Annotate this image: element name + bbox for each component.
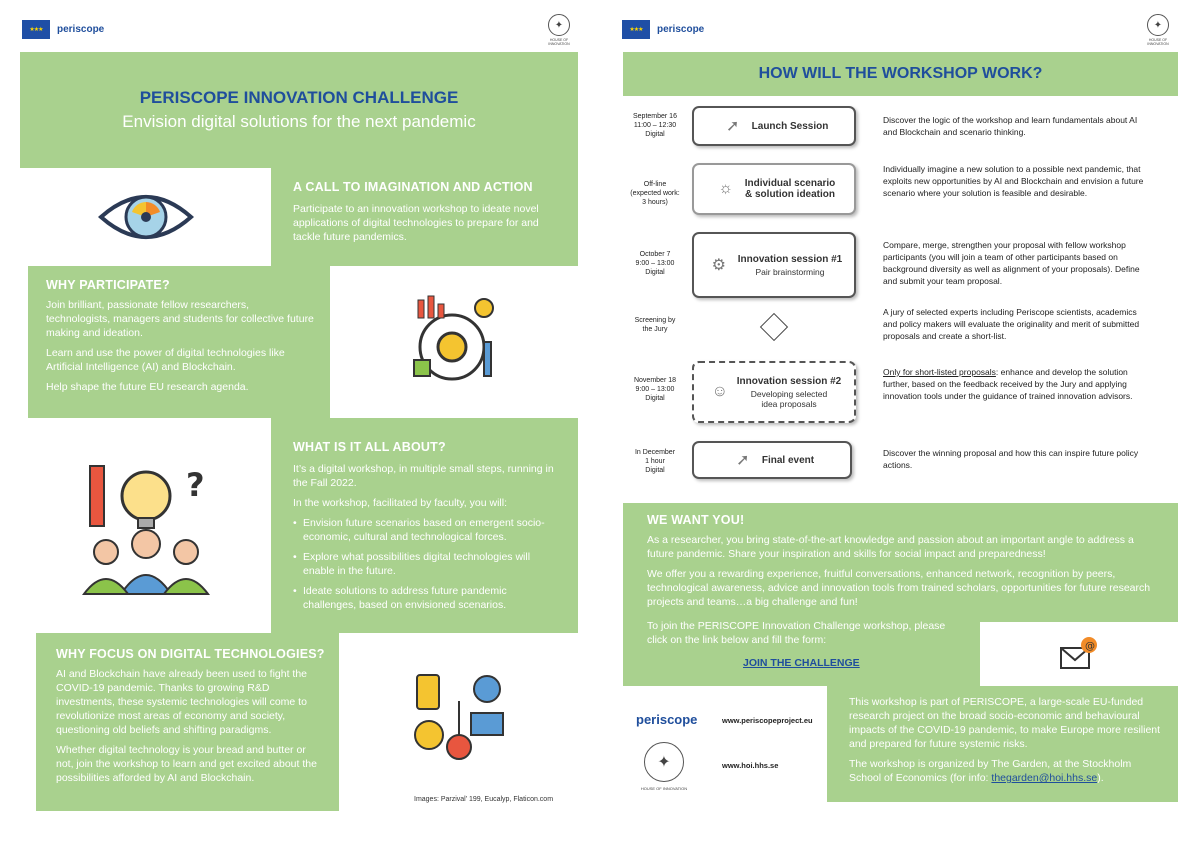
seal-label: HOUSE OF INNOVATION [1147, 38, 1169, 46]
what-title: WHAT IS IT ALL ABOUT? [293, 440, 446, 454]
want-p1: As a researcher, you bring state-of-the-art knowledge and passion about an important angle to address a future pandemic. Share your inspiration and skills for social impact and preparedness! [647, 534, 1134, 560]
step-4-desc: A jury of selected experts including Periscope scientists, academics and policy makers will evaluate the originality and merit of submitted proposals and create a short-list. [883, 307, 1140, 341]
call-title: A CALL TO IMAGINATION AND ACTION [293, 180, 533, 194]
call-section [271, 168, 578, 266]
step-5-desc [883, 366, 1153, 402]
head-idea-icon: ☺ [711, 383, 728, 400]
cursor-icon: ➚ [725, 118, 740, 135]
step-6-desc: Discover the winning proposal and how this can inspire future policy actions. [883, 448, 1139, 470]
lightbulb-icon: ☼ [718, 180, 734, 197]
university-seal-icon: ✦ [548, 14, 570, 36]
step-6-final-event [692, 441, 852, 479]
step-2-individual-ideation [692, 163, 856, 215]
call-text: Participate to an innovation workshop to ideate novel applications of digital technologies to prepare for and tackle future pandemics. [293, 203, 539, 243]
focus-section [36, 633, 339, 811]
title-banner [20, 52, 578, 168]
svg-text:?: ? [185, 465, 205, 504]
svg-text:@: @ [1085, 641, 1095, 652]
step-5-desc-underlined: Only for short-listed proposals [883, 367, 996, 377]
why-title: WHY PARTICIPATE? [46, 278, 170, 292]
hoi-label: HOUSE OF INNOVATION [640, 786, 688, 791]
step-5-innovation-session-2 [692, 361, 856, 423]
step-2-date: Off-line (expected work: 3 hours) [630, 181, 680, 206]
want-title: WE WANT YOU! [647, 513, 745, 527]
periscope-footer-logo: periscope [636, 712, 698, 727]
about-text [849, 695, 1164, 785]
gear-chart-image [330, 266, 578, 418]
focus-title: WHY FOCUS ON DIGITAL TECHNOLOGIES? [56, 647, 325, 661]
what-bullet-1: • Envision future scenarios based on emergent socio-economic, cultural and technological forces. [293, 516, 560, 544]
step-5-title: Innovation session #2 [736, 375, 842, 387]
what-p1: It’s a digital workshop, in multiple small steps, running in the Fall 2022. [293, 463, 554, 489]
why-p2: Learn and use the power of digital technologies like Artificial Intelligence (AI) and Blockchain. [46, 347, 285, 373]
about-p2-start: The workshop is organized by The Garden, at the Stockholm School of Economics (for info: [849, 758, 1132, 784]
step-2-desc: Individually imagine a new solution to a possible next pandemic, that exploits new opportunities by AI and Blockchain and envision a future scenario where your solution is feasible and desirable. [883, 164, 1144, 198]
workshop-banner [623, 52, 1178, 96]
what-p2: In the workshop, facilitated by faculty, you will: [293, 497, 507, 509]
about-p1: This workshop is part of PERISCOPE, a large-scale EU-funded research project on the broad socio-economic and behavioural impacts of the COVID-19 pandemic, to make Europe more resilient and prepared for future systemic risks. [849, 696, 1161, 750]
step-5-desc-rest: : enhance and develop the solution further, based on the feedback received by the Jury and applying innovation tools under the guidance of trained innovation advisors. [883, 367, 1133, 401]
gear-chart-icon [404, 292, 504, 392]
want-p2: We offer you a rewarding experience, fruitful conversations, enhanced network, recognition by peers, technological awareness, advice and innovation tools from trained scholars, opportunities for future research projects and teams…a big challenge and fun! [647, 568, 1151, 608]
image-credits: Images: Parzival’ 199, Eucalyp, Flaticon.com [414, 796, 554, 803]
eu-flag-icon: ★★★ [622, 20, 650, 39]
hoi-url[interactable]: www.hoi.hhs.se [722, 761, 779, 770]
why-p1: Join brilliant, passionate fellow researchers, technologists, managers and students for collective future making and ideation. [46, 299, 314, 339]
step-5-labels [737, 376, 841, 409]
garden-email-link[interactable]: thegarden@hoi.hhs.se [991, 772, 1098, 784]
want-p3: To join the PERISCOPE Innovation Challenge workshop, please click on the link below and fill the form: [647, 620, 946, 646]
periscope-logo: periscope [57, 24, 105, 35]
step-1-date: September 16 11:00 – 12:30 Digital [633, 113, 677, 138]
hhs-seal-icon: ✦ [644, 742, 684, 782]
right-page [600, 0, 1200, 849]
join-challenge-link[interactable]: JOIN THE CHALLENGE [743, 657, 860, 669]
eye-image [20, 168, 271, 266]
step-5-date: November 18 9:00 – 13:00 Digital [633, 377, 677, 402]
step-2-title: Individual scenario & solution ideation [744, 178, 836, 200]
page-subtitle: Envision digital solutions for the next pandemic [122, 112, 476, 131]
step-6-title: Final event [761, 454, 815, 466]
what-text [293, 462, 560, 612]
focus-p1: AI and Blockchain have already been used to fight the COVID-19 pandemic. Thanks to growing R&D investments, these systemic technologies will come to revolutionize most areas of economy and society, questioning old beliefs and shifting paradigms. [56, 668, 308, 736]
what-bullet-3: • Ideate solutions to address future pandemic challenges, based on envisioned scenarios. [293, 584, 560, 612]
what-section [271, 418, 578, 633]
university-seal-icon: ✦ [1147, 14, 1169, 36]
page-title: PERISCOPE INNOVATION CHALLENGE [139, 88, 459, 107]
about-p2-end: ). [1097, 772, 1104, 784]
step-6-date: In December 1 hour Digital [634, 449, 676, 474]
step-3-desc: Compare, merge, strengthen your proposal with fellow workshop participants (you will join a team of other participants based on background diversity as well as alignment of your proposals). Define and submit your team proposal. [883, 240, 1140, 286]
about-p2 [849, 757, 1164, 785]
step-3-sub: Pair brainstorming [755, 266, 825, 277]
step-3-date: October 7 9:00 – 13:00 Digital [635, 251, 675, 276]
eye-icon [96, 182, 196, 252]
seal-label: HOUSE OF INNOVATION [548, 38, 570, 46]
why-p3: Help shape the future EU research agenda. [46, 381, 249, 393]
what-bullet-2: • Explore what possibilities digital technologies will enable in the future. [293, 550, 560, 578]
about-section [827, 686, 1178, 802]
periscope-url[interactable]: www.periscopeproject.eu [722, 716, 813, 725]
step-3-title: Innovation session #1 [737, 253, 843, 265]
why-text [46, 298, 316, 394]
people-idea-icon [76, 456, 216, 596]
step-1-title: Launch Session [751, 120, 829, 132]
focus-p2: Whether digital technology is your bread and butter or not, join the workshop to learn and get excited about the possibilities afforded by AI and Blockchain. [56, 744, 317, 784]
email-icon [1059, 636, 1099, 672]
step-4-date: Screening by the Jury [634, 317, 676, 333]
people-image [20, 418, 271, 633]
eu-flag-icon: ★★★ [22, 20, 50, 39]
why-section [28, 266, 330, 418]
step-3-labels [738, 254, 842, 277]
people-gear-icon: ⚙ [711, 257, 726, 274]
step-5-sub: Developing selected idea proposals [750, 388, 828, 409]
screening-diamond-icon [760, 313, 788, 341]
step-1-desc: Discover the logic of the workshop and learn fundamentals about AI and Blockchain and scenario thinking. [883, 115, 1138, 137]
step-3-innovation-session-1 [692, 232, 856, 298]
connected-devices-icon [409, 671, 509, 761]
periscope-logo: periscope [657, 24, 705, 35]
devices-image [339, 633, 578, 798]
workshop-title: HOW WILL THE WORKSHOP WORK? [758, 65, 1043, 82]
cursor-icon: ➚ [736, 452, 750, 469]
step-1-launch-session [692, 106, 856, 146]
focus-text [56, 667, 325, 785]
email-image [980, 622, 1178, 686]
